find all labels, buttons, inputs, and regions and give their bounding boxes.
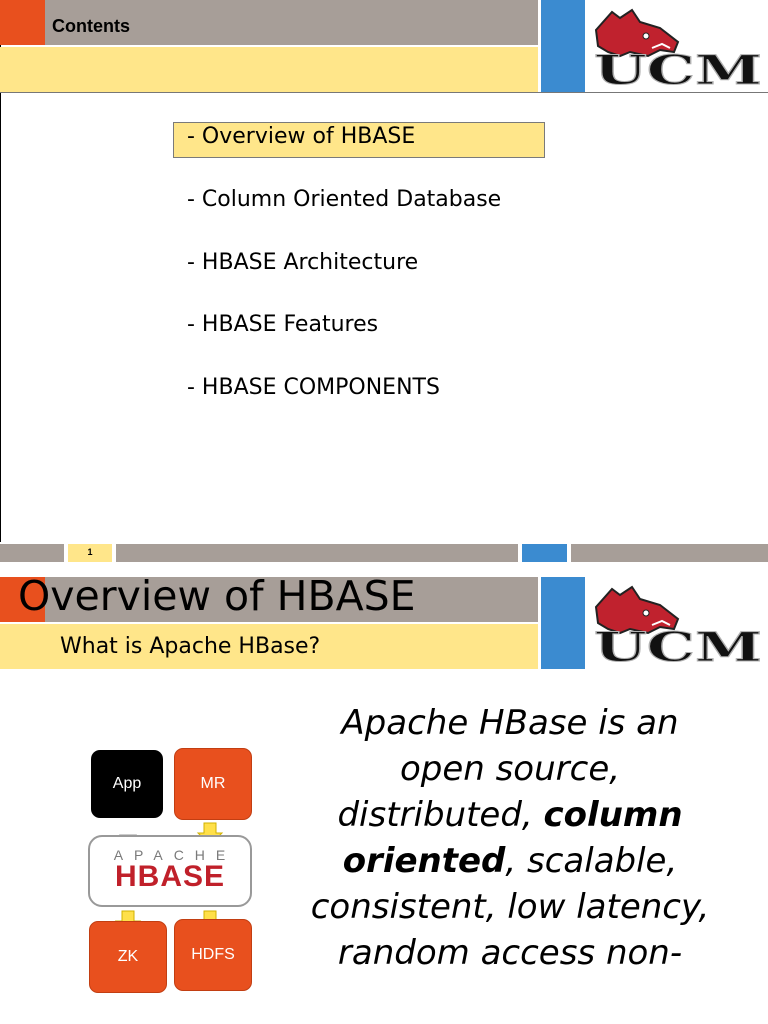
- hbase-definition: [300, 700, 720, 976]
- page-number: 1: [87, 547, 93, 557]
- footer-gray-middle: [116, 544, 518, 562]
- header-yellow-bar: [0, 47, 538, 92]
- slide-title: Contents: [52, 16, 130, 36]
- app-label: App: [112, 775, 142, 792]
- slide-2-title: Overview of HBASE: [18, 572, 416, 620]
- toc-item-features[interactable]: - HBASE Features: [187, 312, 379, 337]
- slide-2-subtitle: What is Apache HBase?: [60, 634, 321, 659]
- header-orange-block: [0, 0, 45, 45]
- ucm-logo: [590, 8, 766, 88]
- apache-hbase-logo: [88, 835, 252, 907]
- zk-box: [89, 921, 167, 993]
- ucm-logo-2: [590, 585, 766, 665]
- toc-item-components[interactable]: - HBASE COMPONENTS: [187, 375, 440, 400]
- hdfs-box: [174, 919, 252, 991]
- toc-item-overview[interactable]: - Overview of HBASE: [187, 124, 416, 149]
- ucm-logo-text-2: UCM: [594, 624, 762, 665]
- ucm-logo-text: UCM: [594, 47, 762, 88]
- toc-item-column-oriented[interactable]: - Column Oriented Database: [187, 187, 502, 212]
- footer-gray-right: [571, 544, 768, 562]
- footer-blue-block: [522, 544, 567, 562]
- mr-label: MR: [200, 775, 226, 792]
- definition-part-1: Apache HBase is an open source, distributed,: [337, 703, 679, 835]
- hdfs-label: HDFS: [191, 946, 235, 963]
- footer-gray-left: [0, 544, 64, 562]
- hbase-diagram: [86, 745, 256, 995]
- header-blue-block-2: [541, 577, 585, 669]
- apache-logo-text: APACHE: [113, 847, 237, 863]
- hbase-logo-text: HBASE: [114, 860, 225, 893]
- toc-item-architecture[interactable]: - HBASE Architecture: [187, 250, 419, 275]
- header-divider: [0, 92, 768, 93]
- definition-part-2: , scalable, consistent, low latency, random access non-: [310, 841, 710, 973]
- zk-label: ZK: [117, 948, 139, 965]
- definition-bold: column oriented: [342, 795, 683, 881]
- header-blue-block: [541, 0, 585, 92]
